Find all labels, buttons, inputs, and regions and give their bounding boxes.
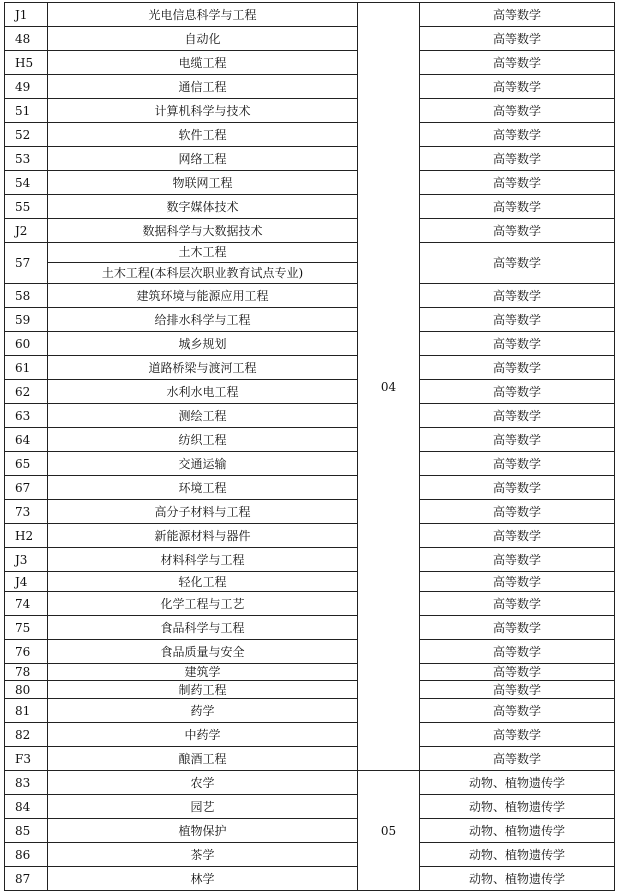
table-row	[5, 452, 615, 476]
major-code: 81	[5, 699, 48, 723]
exam-subject: 高等数学	[420, 75, 615, 99]
table-row	[5, 428, 615, 452]
major-name: 给排水科学与工程	[48, 308, 358, 332]
exam-subject: 动物、植物遗传学	[420, 771, 615, 795]
major-code: 52	[5, 123, 48, 147]
major-code: J3	[5, 548, 48, 572]
exam-subject: 高等数学	[420, 27, 615, 51]
major-code: H5	[5, 51, 48, 75]
major-name: 道路桥梁与渡河工程	[48, 356, 358, 380]
major-name: 材料科学与工程	[48, 548, 358, 572]
major-name: 酿酒工程	[48, 747, 358, 771]
major-name-line: 土木工程(本科层次职业教育试点专业)	[101, 266, 304, 280]
exam-subject: 高等数学	[420, 171, 615, 195]
table-row	[5, 356, 615, 380]
table-row	[5, 681, 615, 699]
table-row	[5, 380, 615, 404]
table-row	[5, 640, 615, 664]
major-name: 通信工程	[48, 75, 358, 99]
exam-subject: 高等数学	[420, 308, 615, 332]
major-code: 75	[5, 616, 48, 640]
major-name: 物联网工程	[48, 171, 358, 195]
exam-subject: 高等数学	[420, 332, 615, 356]
major-code: 58	[5, 284, 48, 308]
major-code: 85	[5, 819, 48, 843]
major-name: 城乡规划	[48, 332, 358, 356]
table-row	[5, 3, 615, 27]
table-row	[5, 771, 615, 795]
major-code: 63	[5, 404, 48, 428]
table-row	[5, 843, 615, 867]
major-code: 86	[5, 843, 48, 867]
major-name	[48, 243, 358, 284]
table-row	[5, 27, 615, 51]
table-row	[5, 195, 615, 219]
exam-subject: 高等数学	[420, 123, 615, 147]
exam-subject: 高等数学	[420, 500, 615, 524]
exam-subject: 高等数学	[420, 664, 615, 681]
exam-subject: 高等数学	[420, 428, 615, 452]
major-name: 轻化工程	[48, 572, 358, 592]
exam-subject: 高等数学	[420, 147, 615, 171]
major-name: 测绘工程	[48, 404, 358, 428]
table-row	[5, 123, 615, 147]
major-code: 87	[5, 867, 48, 891]
major-name: 自动化	[48, 27, 358, 51]
exam-subject: 高等数学	[420, 356, 615, 380]
major-code: 80	[5, 681, 48, 699]
table-row	[5, 332, 615, 356]
major-code: 78	[5, 664, 48, 681]
exam-subject: 动物、植物遗传学	[420, 795, 615, 819]
group-code: 04	[358, 3, 420, 771]
table-row	[5, 99, 615, 123]
major-name: 食品质量与安全	[48, 640, 358, 664]
major-code: H2	[5, 524, 48, 548]
major-table	[4, 2, 615, 891]
major-code: 61	[5, 356, 48, 380]
major-code: 73	[5, 500, 48, 524]
major-code: 74	[5, 592, 48, 616]
exam-subject: 高等数学	[420, 681, 615, 699]
major-name: 化学工程与工艺	[48, 592, 358, 616]
table-row	[5, 51, 615, 75]
major-name: 新能源材料与器件	[48, 524, 358, 548]
major-name: 制药工程	[48, 681, 358, 699]
exam-subject: 高等数学	[420, 723, 615, 747]
major-name: 数据科学与大数据技术	[48, 219, 358, 243]
major-name: 网络工程	[48, 147, 358, 171]
major-name: 纺织工程	[48, 428, 358, 452]
major-code: J2	[5, 219, 48, 243]
exam-subject: 高等数学	[420, 476, 615, 500]
major-name: 光电信息科学与工程	[48, 3, 358, 27]
major-name: 水利水电工程	[48, 380, 358, 404]
exam-subject: 动物、植物遗传学	[420, 843, 615, 867]
table-row	[5, 616, 615, 640]
exam-subject: 高等数学	[420, 51, 615, 75]
major-name: 食品科学与工程	[48, 616, 358, 640]
table-row	[5, 476, 615, 500]
major-code: J1	[5, 3, 48, 27]
major-code: 64	[5, 428, 48, 452]
exam-subject: 高等数学	[420, 548, 615, 572]
major-code: 53	[5, 147, 48, 171]
table-row	[5, 723, 615, 747]
table-row	[5, 404, 615, 428]
exam-subject: 高等数学	[420, 284, 615, 308]
exam-subject: 高等数学	[420, 404, 615, 428]
table-row	[5, 171, 615, 195]
major-code: 76	[5, 640, 48, 664]
exam-subject: 动物、植物遗传学	[420, 819, 615, 843]
table-row	[5, 147, 615, 171]
table-row	[5, 867, 615, 891]
group-code: 05	[358, 771, 420, 891]
major-name: 计算机科学与技术	[48, 99, 358, 123]
exam-subject: 高等数学	[420, 699, 615, 723]
major-name: 药学	[48, 699, 358, 723]
major-name: 电缆工程	[48, 51, 358, 75]
major-code: 83	[5, 771, 48, 795]
major-code: 55	[5, 195, 48, 219]
table-row	[5, 308, 615, 332]
exam-subject: 高等数学	[420, 592, 615, 616]
major-code: 51	[5, 99, 48, 123]
table-row	[5, 747, 615, 771]
exam-subject: 高等数学	[420, 640, 615, 664]
major-name-line: 土木工程	[48, 243, 357, 263]
major-name: 园艺	[48, 795, 358, 819]
exam-subject: 高等数学	[420, 572, 615, 592]
major-code: 48	[5, 27, 48, 51]
major-name: 软件工程	[48, 123, 358, 147]
table-row	[5, 699, 615, 723]
table-row	[5, 219, 615, 243]
exam-subject: 高等数学	[420, 747, 615, 771]
major-code: 59	[5, 308, 48, 332]
exam-subject: 动物、植物遗传学	[420, 867, 615, 891]
exam-subject: 高等数学	[420, 616, 615, 640]
table-row	[5, 795, 615, 819]
major-code: 62	[5, 380, 48, 404]
major-code: 82	[5, 723, 48, 747]
major-name: 茶学	[48, 843, 358, 867]
major-name: 环境工程	[48, 476, 358, 500]
major-name: 建筑环境与能源应用工程	[48, 284, 358, 308]
table-row	[5, 75, 615, 99]
table-row	[5, 572, 615, 592]
exam-subject: 高等数学	[420, 243, 615, 284]
major-code: 67	[5, 476, 48, 500]
exam-subject: 高等数学	[420, 3, 615, 27]
table-row	[5, 548, 615, 572]
major-name: 交通运输	[48, 452, 358, 476]
exam-subject: 高等数学	[420, 99, 615, 123]
major-code: J4	[5, 572, 48, 592]
major-code: 57	[5, 243, 48, 284]
major-code: 54	[5, 171, 48, 195]
major-code: 49	[5, 75, 48, 99]
major-name: 植物保护	[48, 819, 358, 843]
table-row	[5, 664, 615, 681]
major-name: 高分子材料与工程	[48, 500, 358, 524]
major-code: 60	[5, 332, 48, 356]
table-row	[5, 243, 615, 284]
exam-subject: 高等数学	[420, 452, 615, 476]
major-name: 农学	[48, 771, 358, 795]
exam-subject: 高等数学	[420, 380, 615, 404]
table-row	[5, 819, 615, 843]
major-name: 中药学	[48, 723, 358, 747]
exam-subject: 高等数学	[420, 195, 615, 219]
major-code: 65	[5, 452, 48, 476]
major-code: 84	[5, 795, 48, 819]
exam-subject: 高等数学	[420, 524, 615, 548]
major-code: F3	[5, 747, 48, 771]
major-name: 数字媒体技术	[48, 195, 358, 219]
table-row	[5, 284, 615, 308]
table-row	[5, 524, 615, 548]
major-name: 林学	[48, 867, 358, 891]
major-name: 建筑学	[48, 664, 358, 681]
exam-subject: 高等数学	[420, 219, 615, 243]
table-row	[5, 592, 615, 616]
table-row	[5, 500, 615, 524]
